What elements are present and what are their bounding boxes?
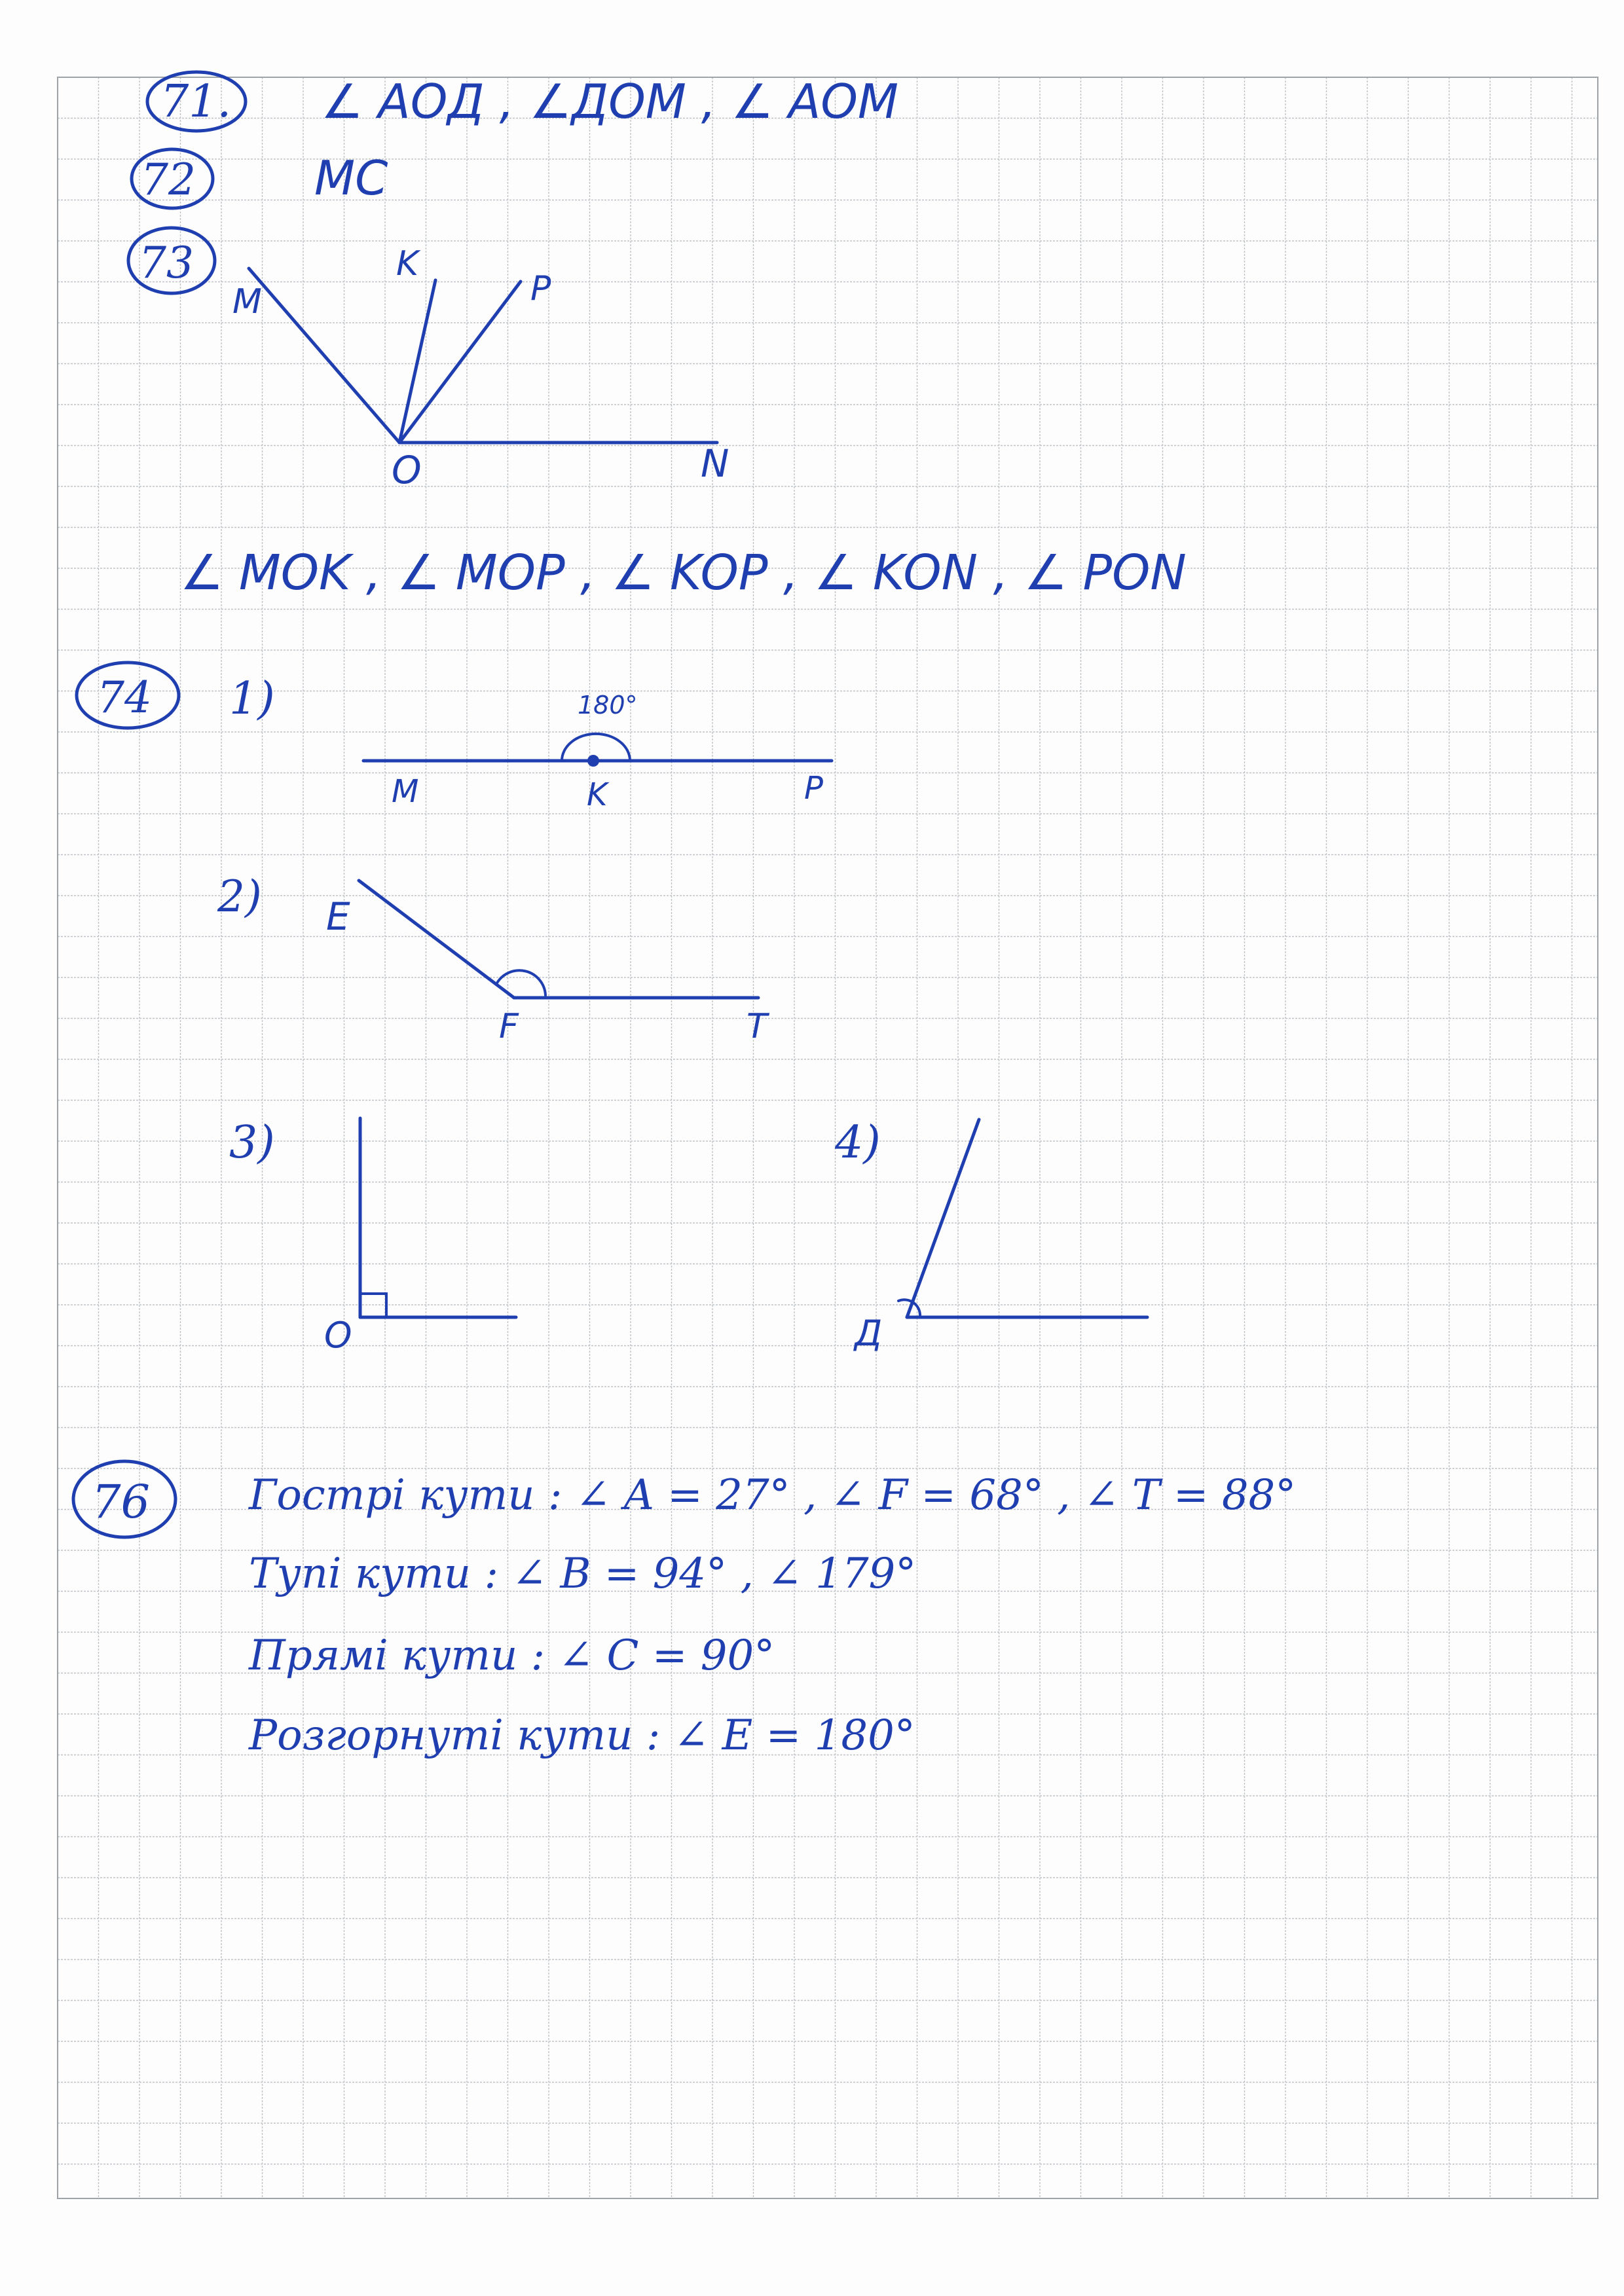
vertex-point-k [587, 755, 599, 767]
grid-border [58, 77, 1598, 2198]
point-label-p: P [804, 770, 823, 807]
task-number: 71. [160, 76, 232, 128]
graph-paper-grid [58, 77, 1598, 2198]
task-74-part-2 [217, 871, 770, 1046]
point-label-m: M [232, 282, 262, 321]
task-72 [132, 149, 388, 208]
task-76-line-2: Тупі кути : ∠ B = 94° , ∠ 179° [249, 1550, 917, 1598]
ray-slanted [907, 1120, 979, 1317]
task-71 [147, 72, 898, 131]
task-number: 76 [92, 1475, 151, 1529]
task-72-answer: MC [314, 151, 388, 206]
task-number: 73 [139, 238, 194, 288]
task-74 [77, 663, 1147, 1356]
task-71-answer: ∠ AOД , ∠ДОМ , ∠ AOM [321, 74, 898, 129]
point-label-k: K [587, 776, 608, 813]
angle-value-label: 180° [578, 691, 638, 720]
right-angle-mark [360, 1294, 386, 1317]
task-76 [73, 1461, 1296, 1760]
point-label-f: F [499, 1007, 519, 1046]
part-label: 3) [229, 1117, 275, 1169]
point-label-t: T [747, 1007, 767, 1046]
ray-fe [359, 881, 514, 998]
point-label-d: Д [855, 1313, 883, 1354]
point-label-e: E [326, 894, 350, 939]
task-73-answer: ∠ MOK , ∠ MOP , ∠ KOP , ∠ KON , ∠ PON [180, 545, 1187, 601]
point-label-n: N [701, 441, 729, 486]
task-73 [128, 228, 1187, 601]
task-76-line-4: Розгорнуті кути : ∠ E = 180° [249, 1711, 915, 1760]
point-label-o: O [324, 1315, 352, 1356]
task-76-line-3: Прямі кути : ∠ C = 90° [249, 1631, 775, 1680]
part-label: 2) [217, 871, 262, 922]
point-label-k: K [396, 244, 419, 283]
task-74-part-4 [834, 1117, 1147, 1354]
point-label-m: M [392, 773, 419, 810]
task-74-part-1 [229, 673, 832, 813]
point-label-o: O [392, 448, 422, 492]
task-74-part-3 [229, 1117, 516, 1356]
part-label: 1) [229, 673, 275, 725]
task-number: 72 [141, 155, 196, 205]
part-label: 4) [835, 1117, 881, 1169]
task-76-line-1: Гострі кути : ∠ A = 27° , ∠ F = 68° , ∠ T = 88° [249, 1471, 1297, 1520]
point-label-p: P [530, 269, 551, 308]
ray-om [249, 268, 399, 443]
task-number: 74 [97, 672, 152, 723]
